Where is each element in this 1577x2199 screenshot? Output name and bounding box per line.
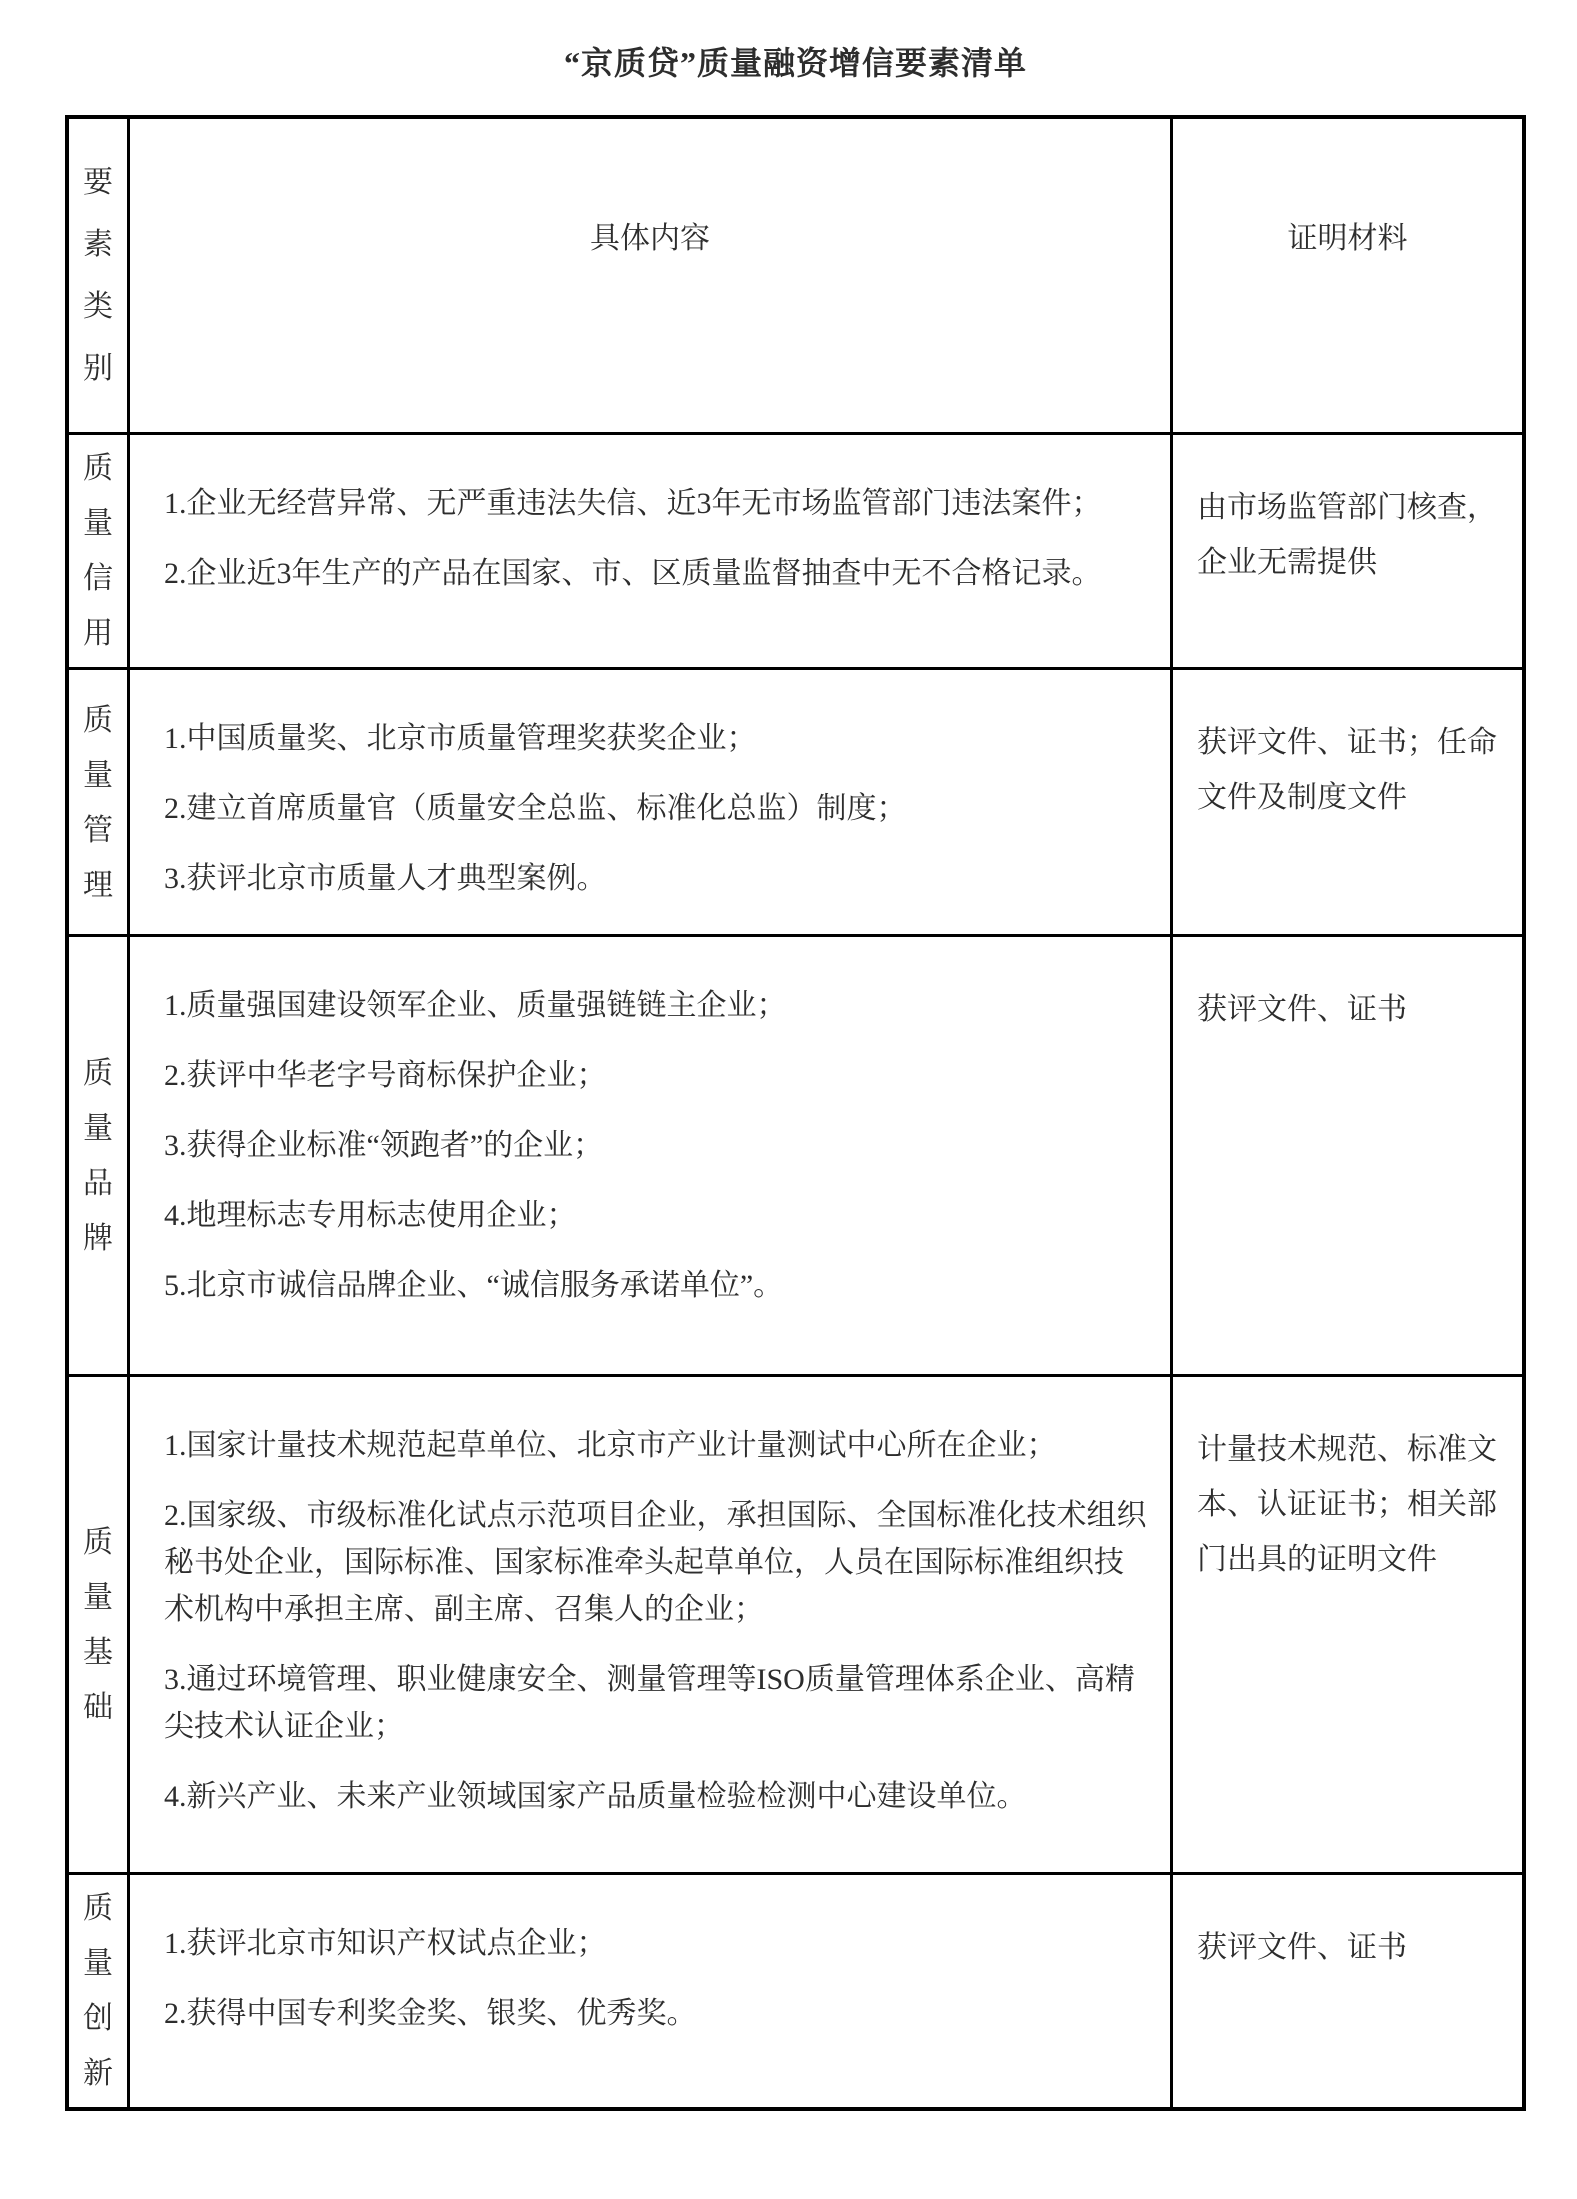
- elements-table: [65, 115, 1526, 2111]
- content-item: 1.质量强国建设领军企业、质量强链链主企业；: [164, 989, 787, 1022]
- proof-cell: [1170, 1875, 1522, 2107]
- header-cell-content: [127, 119, 1170, 432]
- category-label: 质量基础: [83, 1525, 113, 1724]
- content-cell: [127, 1377, 1170, 1872]
- content-item: 4.新兴产业、未来产业领域国家产品质量检验检测中心建设单位。: [164, 1780, 1027, 1813]
- proof-text: 获评文件、证书；任命文件及制度文件: [1197, 726, 1497, 814]
- category-cell: [69, 937, 127, 1374]
- table-row: [69, 1374, 1522, 1872]
- category-label: 质量品牌: [83, 1056, 113, 1255]
- content-cell: [127, 670, 1170, 935]
- content-item: 2.国家级、市级标准化试点示范项目企业，承担国际、全国标准化技术组织秘书处企业，国际标准、国家标准牵头起草单位，人员在国际标准组织技术机构中承担主席、副主席、召集人的企业；: [164, 1499, 1147, 1626]
- proof-cell: [1170, 435, 1522, 667]
- column-header-category: 要素类别: [83, 165, 113, 385]
- proof-cell: [1170, 1377, 1522, 1872]
- column-header-content: 具体内容: [590, 222, 710, 255]
- category-cell: [69, 1875, 127, 2107]
- category-label: 质量创新: [83, 1892, 113, 2090]
- content-item: 2.企业近3年生产的产品在国家、市、区质量监督抽查中无不合格记录。: [164, 557, 1102, 590]
- category-label: 质量信用: [83, 452, 113, 650]
- category-cell: [69, 670, 127, 935]
- table-row: [69, 1872, 1522, 2107]
- proof-text: 计量技术规范、标准文本、认证证书；相关部门出具的证明文件: [1197, 1433, 1497, 1576]
- content-item: 5.北京市诚信品牌企业、“诚信服务承诺单位”。: [164, 1269, 784, 1302]
- table-header-row: [69, 119, 1522, 432]
- column-header-proof: 证明材料: [1287, 222, 1408, 255]
- content-item: 3.通过环境管理、职业健康安全、测量管理等ISO质量管理体系企业、高精尖技术认证企业；: [164, 1663, 1135, 1743]
- content-item: 1.国家计量技术规范起草单位、北京市产业计量测试中心所在企业；: [164, 1429, 1057, 1462]
- table-row: [69, 934, 1522, 1374]
- table-row: [69, 432, 1522, 667]
- category-cell: [69, 435, 127, 667]
- content-item: 3.获评北京市质量人才典型案例。: [164, 862, 607, 895]
- page: [0, 46, 1577, 2199]
- header-cell-category: [69, 119, 127, 432]
- header-cell-proof: [1170, 119, 1522, 432]
- proof-cell: [1170, 937, 1522, 1374]
- content-item: 2.获得中国专利奖金奖、银奖、优秀奖。: [164, 1997, 697, 2030]
- category-label: 质量管理: [83, 703, 113, 902]
- proof-text: 由市场监管部门核查，企业无需提供: [1197, 491, 1497, 579]
- page-title: “京质贷”质量融资增信要素清单: [563, 45, 1027, 81]
- content-item: 1.中国质量奖、北京市质量管理奖获奖企业；: [164, 722, 757, 755]
- category-cell: [69, 1377, 127, 1872]
- proof-text: 获评文件、证书: [1197, 1931, 1407, 1964]
- table-row: [69, 667, 1522, 934]
- content-cell: [127, 937, 1170, 1374]
- content-cell: [127, 1875, 1170, 2107]
- proof-text: 获评文件、证书: [1197, 993, 1407, 1026]
- content-item: 4.地理标志专用标志使用企业；: [164, 1199, 577, 1232]
- content-item: 1.获评北京市知识产权试点企业；: [164, 1927, 607, 1960]
- content-item: 2.获评中华老字号商标保护企业；: [164, 1059, 607, 1092]
- proof-cell: [1170, 670, 1522, 935]
- content-item: 2.建立首席质量官（质量安全总监、标准化总监）制度；: [164, 792, 907, 825]
- content-cell: [127, 435, 1170, 667]
- content-item: 1.企业无经营异常、无严重违法失信、近3年无市场监管部门违法案件；: [164, 487, 1102, 520]
- content-item: 3.获得企业标准“领跑者”的企业；: [164, 1129, 604, 1162]
